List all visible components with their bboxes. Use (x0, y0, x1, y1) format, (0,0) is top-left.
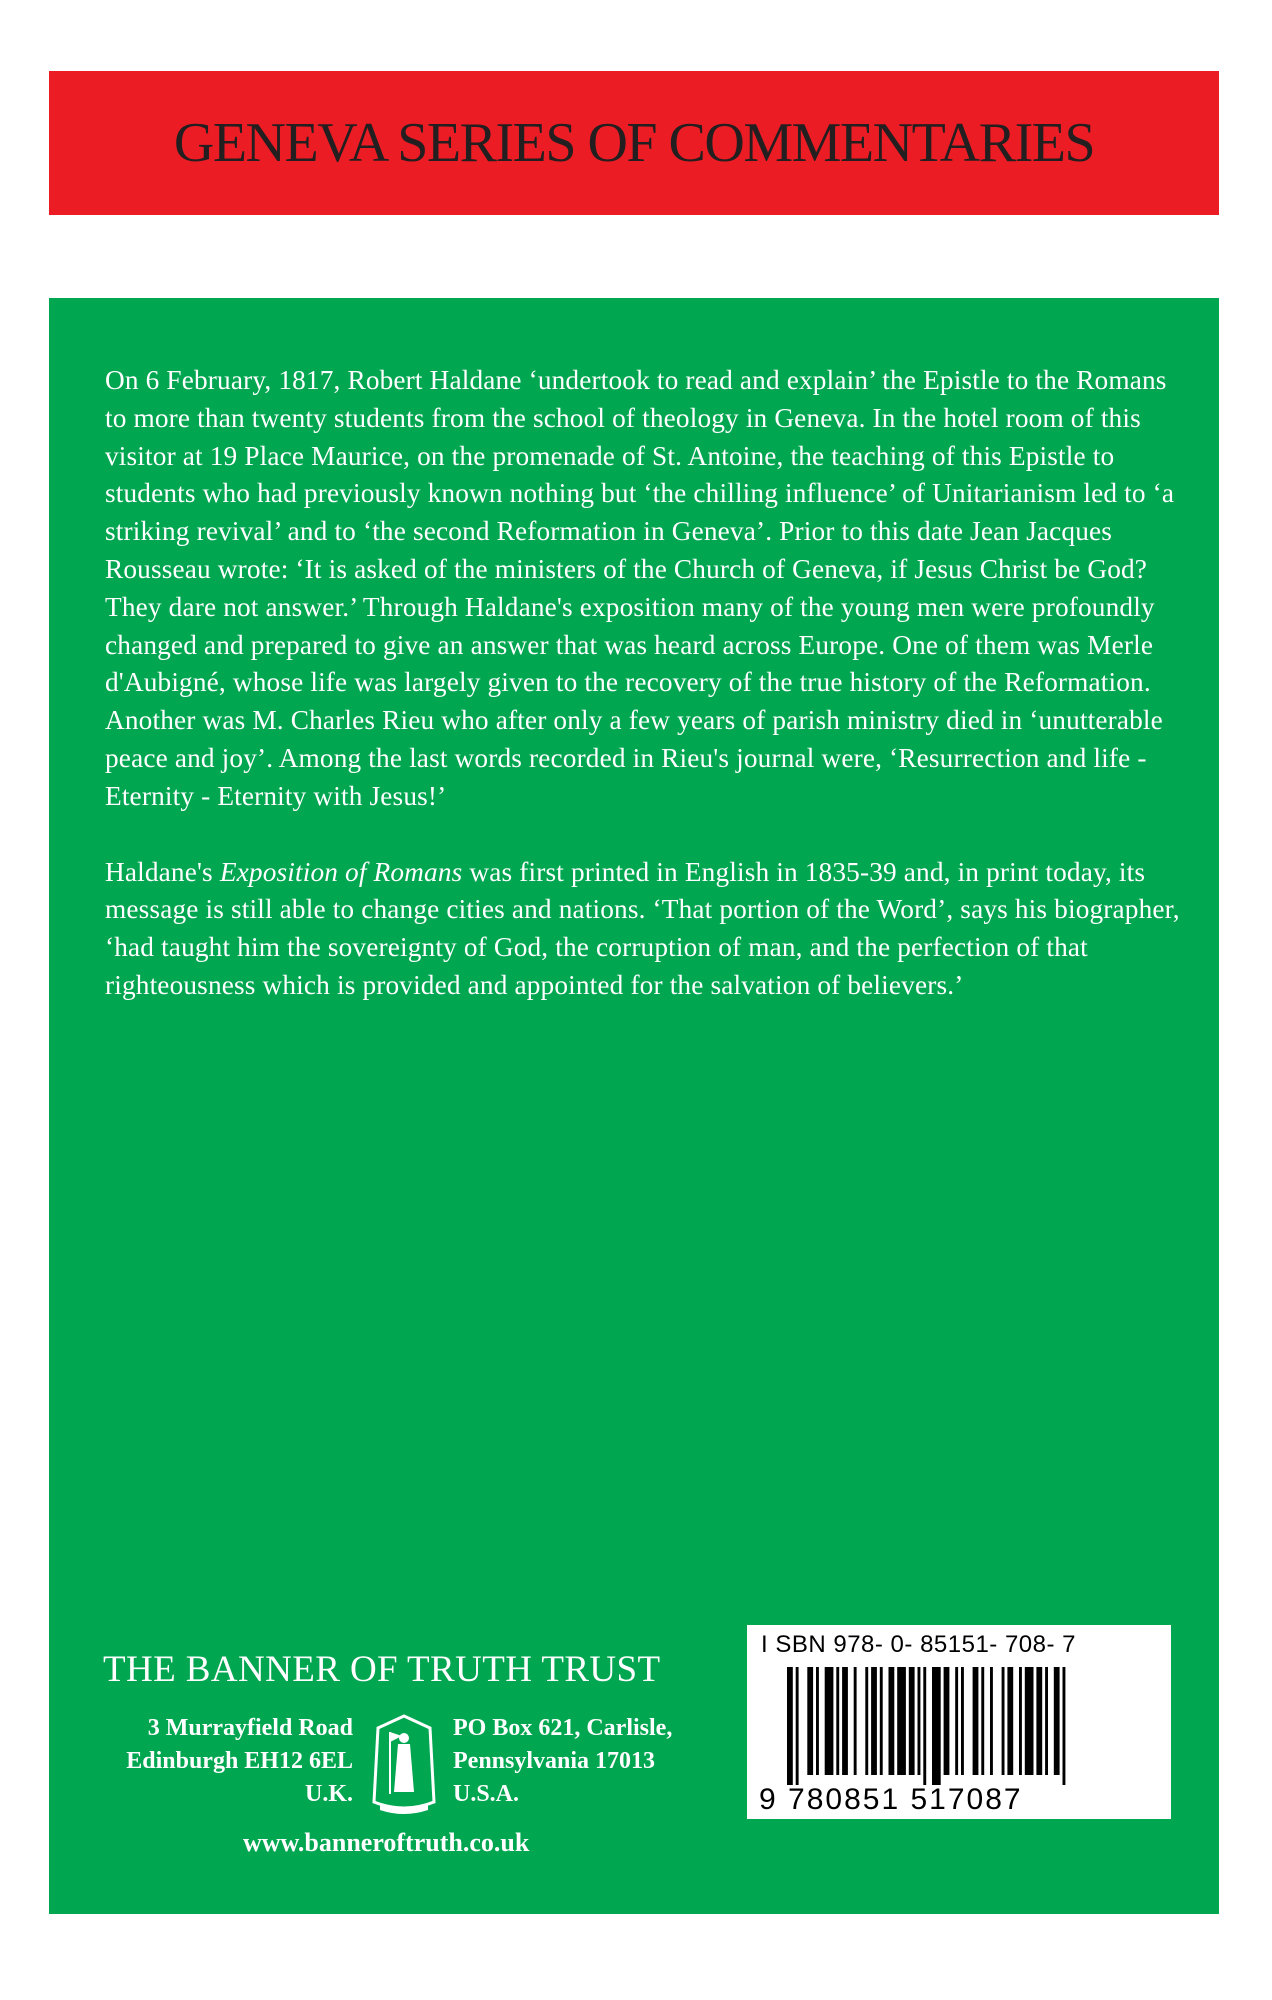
series-banner (49, 71, 1219, 215)
barcode-bar (889, 1667, 895, 1775)
description-paragraph-2 (105, 854, 1185, 1005)
series-title: GENEVA SERIES OF COMMENTARIES (173, 112, 1095, 174)
uk-address-line: Edinburgh EH12 6EL (126, 1748, 353, 1774)
uk-address-line: U.K. (305, 1781, 353, 1807)
barcode-bar (955, 1667, 958, 1775)
barcode-bar (909, 1667, 915, 1775)
uk-address (103, 1712, 353, 1811)
isbn-barcode (747, 1625, 1171, 1819)
barcode-bar (1019, 1667, 1022, 1775)
isbn-label: I SBN 978- 0- 85151- 708- 7 (761, 1631, 1077, 1658)
barcode-bar (787, 1667, 793, 1785)
barcode-bar (854, 1667, 857, 1775)
barcode-bar (1002, 1667, 1005, 1775)
barcode-bar (1063, 1667, 1066, 1785)
barcode-bar (871, 1667, 877, 1775)
us-address-line: U.S.A. (453, 1781, 520, 1807)
barcode-bar (865, 1667, 868, 1775)
us-address-line: Pennsylvania 17013 (453, 1748, 656, 1774)
paragraph-2-before: Haldane's (105, 856, 220, 887)
barcode-bar (944, 1667, 950, 1775)
banner-of-truth-logo (368, 1714, 440, 1816)
barcode-bar (1025, 1667, 1034, 1775)
book-title: Exposition of Romans (219, 856, 463, 887)
publisher-name: THE BANNER OF TRUTH TRUST (103, 1649, 661, 1690)
barcode-bar (918, 1667, 921, 1775)
us-address-line: PO Box 621, Carlisle, (453, 1715, 673, 1741)
barcode-bar (932, 1667, 941, 1785)
barcode-bar (961, 1667, 964, 1775)
barcode-bar (1045, 1667, 1048, 1775)
publisher-website[interactable]: www.banneroftruth.co.uk (243, 1828, 530, 1857)
barcode-bars (787, 1667, 1137, 1785)
barcode-bar (825, 1667, 834, 1775)
barcode-bar (880, 1667, 883, 1775)
barcode-bar (842, 1667, 848, 1775)
ean-number: 9 780851 517087 (759, 1783, 1023, 1816)
back-cover-panel (49, 298, 1219, 1914)
barcode-bar (1007, 1667, 1013, 1775)
barcode-bar (807, 1667, 813, 1775)
barcode-bar (990, 1667, 993, 1775)
barcode-bar (897, 1667, 906, 1775)
barcode-bar (923, 1667, 926, 1785)
us-address (453, 1712, 753, 1811)
barcode-bar (973, 1667, 979, 1775)
barcode-bar (1036, 1667, 1042, 1775)
uk-address-line: 3 Murrayfield Road (147, 1715, 353, 1741)
barcode-bar (816, 1667, 819, 1775)
barcode-bar (796, 1667, 799, 1785)
barcode-bar (1054, 1667, 1060, 1775)
description (105, 362, 1185, 1043)
description-paragraph-1: On 6 February, 1817, Robert Haldane ‘undertook to read and explain’ the Epistle to the Romans to more than twenty students from the school of theology in Geneva. In the hotel room of this visitor at 19 Place Maurice, on the promenade of St. Antoine, the teaching of this Epistle to students who had previously known nothing but ‘the chilling influence’ of Unitarianism led to ‘a striking revival’ and to ‘the second Reformation in Geneva’. Prior to this date Jean Jacques Rousseau wrote: ‘It is asked of the ministers of the Church of Geneva, if Jesus Christ be God? They dare not answer.’ Through Haldane's exposition many of the young men were profoundly changed and prepared to give an answer that was heard across Europe. One of them was Merle d'Aubigné, whose life was largely given to the recovery of the true history of the Reformation. Another was M. Charles Rieu who after only a few years of parish ministry died in ‘unutterable peace and joy’. Among the last words recorded in Rieu's journal were, ‘Resurrection and life - Eternity - Eternity with Jesus!’ (105, 365, 1175, 811)
barcode-bar (981, 1667, 984, 1775)
barcode-bar (836, 1667, 839, 1775)
paragraph-2-after: was first printed in English in 1835-39 and, in print today, its message is still able to change cities and nations. ‘That portion of the Word’, says his biographer, ‘had taught him the sovereignty of God, the corruption of man, and the perfection of that righteousness which is provided and appointed for the salvation of believers.’ (105, 856, 1180, 1000)
